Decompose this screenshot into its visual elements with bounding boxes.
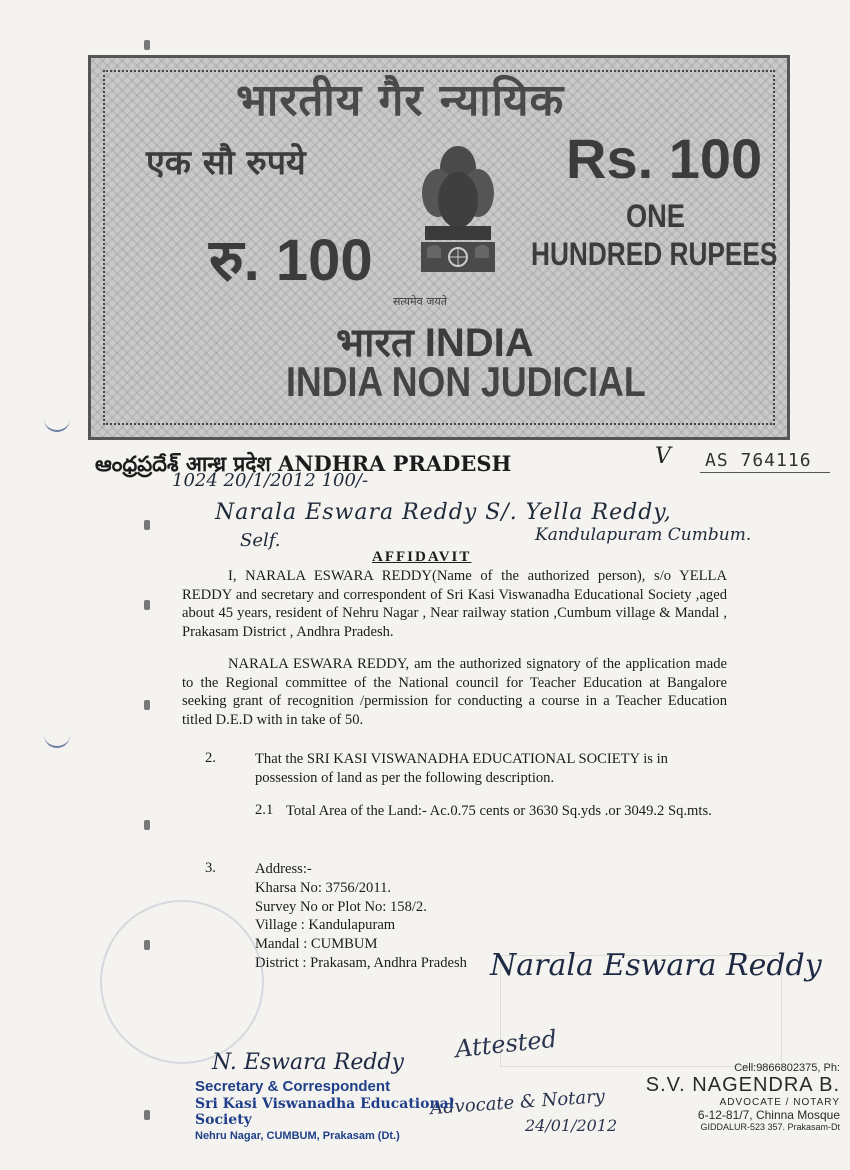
stamp-non-judicial: INDIA NON JUDICIAL — [286, 358, 646, 405]
stamp-hindi-amount: एक सौ रुपये — [146, 143, 306, 183]
notary-address-1: 6-12-81/7, Chinna Mosque — [697, 1108, 840, 1122]
deponent-signature: Narala Eswara Reddy — [490, 948, 822, 983]
paragraph-1: I, NARALA ESWARA REDDY(Name of the authorized person), s/o YELLA REDDY and secretary and correspondent of Sri Kasi Viswanadha Educational Society ,aged about 45 years, resident of Nehru Nagar , Near railway station ,Cumbum village & Mandal , Prakasam District , Andhra Pradesh. — [182, 568, 727, 640]
address-line: Kharsa No: 3756/2011. — [255, 879, 392, 896]
punch-hole — [44, 412, 70, 432]
binder-mark — [144, 1110, 150, 1120]
address-line: District : Prakasam, Andhra Pradesh — [255, 954, 467, 971]
item-3-number: 3. — [205, 860, 216, 876]
notary-title: ADVOCATE / NOTARY — [719, 1097, 840, 1108]
serial-underline — [700, 472, 830, 473]
handwritten-place: Kandulapuram Cumbum. — [535, 525, 752, 545]
society-seal — [195, 1078, 455, 1142]
serial-mark: V — [655, 444, 671, 469]
seal-designation: Secretary & Correspondent — [195, 1078, 391, 1095]
document-title: AFFIDAVIT — [372, 549, 472, 565]
item-2-number: 2. — [205, 750, 216, 766]
item-2-text: That the SRI KASI VISWANADHA EDUCATIONAL SOCIETY is in possession of land as per the following description. — [255, 751, 668, 786]
serial-number: AS 764116 — [705, 450, 812, 471]
seal-society-name: Sri Kasi Viswanadha Educational Society — [195, 1096, 455, 1128]
binder-mark — [144, 700, 150, 710]
notary-address-2: GIDDALUR-523 357. Prakasam-Dt — [700, 1122, 840, 1132]
stamp-hindi-title: भारतीय गैर न्यायिक — [236, 75, 565, 126]
item-2-1-number: 2.1 — [255, 802, 274, 818]
stamp-rupee-amount: रु. 100 — [209, 228, 373, 293]
attested-note: Attested — [453, 1024, 559, 1064]
state-header: ఆంధ్రప్రదేశ్ आन्ध्र प्रदेश ANDHRA PRADESH — [95, 451, 512, 476]
paragraph-2: NARALA ESWARA REDDY, am the authorized signatory of the application made to the Regional committee of the National council for Teacher Education at Bangalore seeking grant of recognition /permission for conducting a course in a Teacher Education titled D.E.D with in take of 50. — [182, 656, 727, 728]
address-line: Survey No or Plot No: 158/2. — [255, 898, 427, 915]
stamp-paper — [88, 55, 790, 440]
notary-seal — [600, 1062, 840, 1132]
faint-seal — [100, 900, 264, 1064]
handwritten-name: Narala Eswara Reddy S/. Yella Reddy, — [215, 500, 672, 525]
address-line: Village : Kandulapuram — [255, 917, 396, 934]
binder-mark — [144, 520, 150, 530]
punch-hole — [44, 728, 70, 748]
notary-phone: Cell:9866802375, Ph: — [734, 1062, 840, 1074]
ashoka-emblem-icon — [413, 138, 503, 288]
address-line: Address:- — [255, 861, 312, 877]
item-2-1-text: Total Area of the Land:- Ac.0.75 cents or 3630 Sq.yds .or 3049.2 Sq.mts. — [286, 803, 712, 819]
secretary-signature: N. Eswara Reddy — [212, 1050, 404, 1075]
binder-mark — [144, 820, 150, 830]
stamp-hundred-rupees: HUNDRED RUPEES — [531, 236, 778, 272]
seal-society-address: Nehru Nagar, CUMBUM, Prakasam (Dt.) — [195, 1130, 400, 1142]
signature-date: 24/01/2012 — [525, 1116, 618, 1135]
binder-mark — [144, 600, 150, 610]
stamp-rs-amount: Rs. 100 — [566, 127, 763, 190]
binder-mark — [144, 40, 150, 50]
stamp-bharat-india: भारत INDIA — [336, 321, 534, 365]
notary-signature: Advocate & Notary — [429, 1085, 606, 1120]
notary-name: S.V. NAGENDRA B. — [645, 1074, 840, 1096]
stamp-motto: सत्यमेव जयते — [393, 295, 448, 308]
stamp-one: ONE — [626, 198, 685, 234]
address-line: Mandal : CUMBUM — [255, 936, 378, 953]
handwritten-entry-number: 1024 20/1/2012 100/- — [172, 470, 369, 491]
address-block — [255, 860, 467, 973]
handwritten-self: Self. — [240, 530, 281, 551]
